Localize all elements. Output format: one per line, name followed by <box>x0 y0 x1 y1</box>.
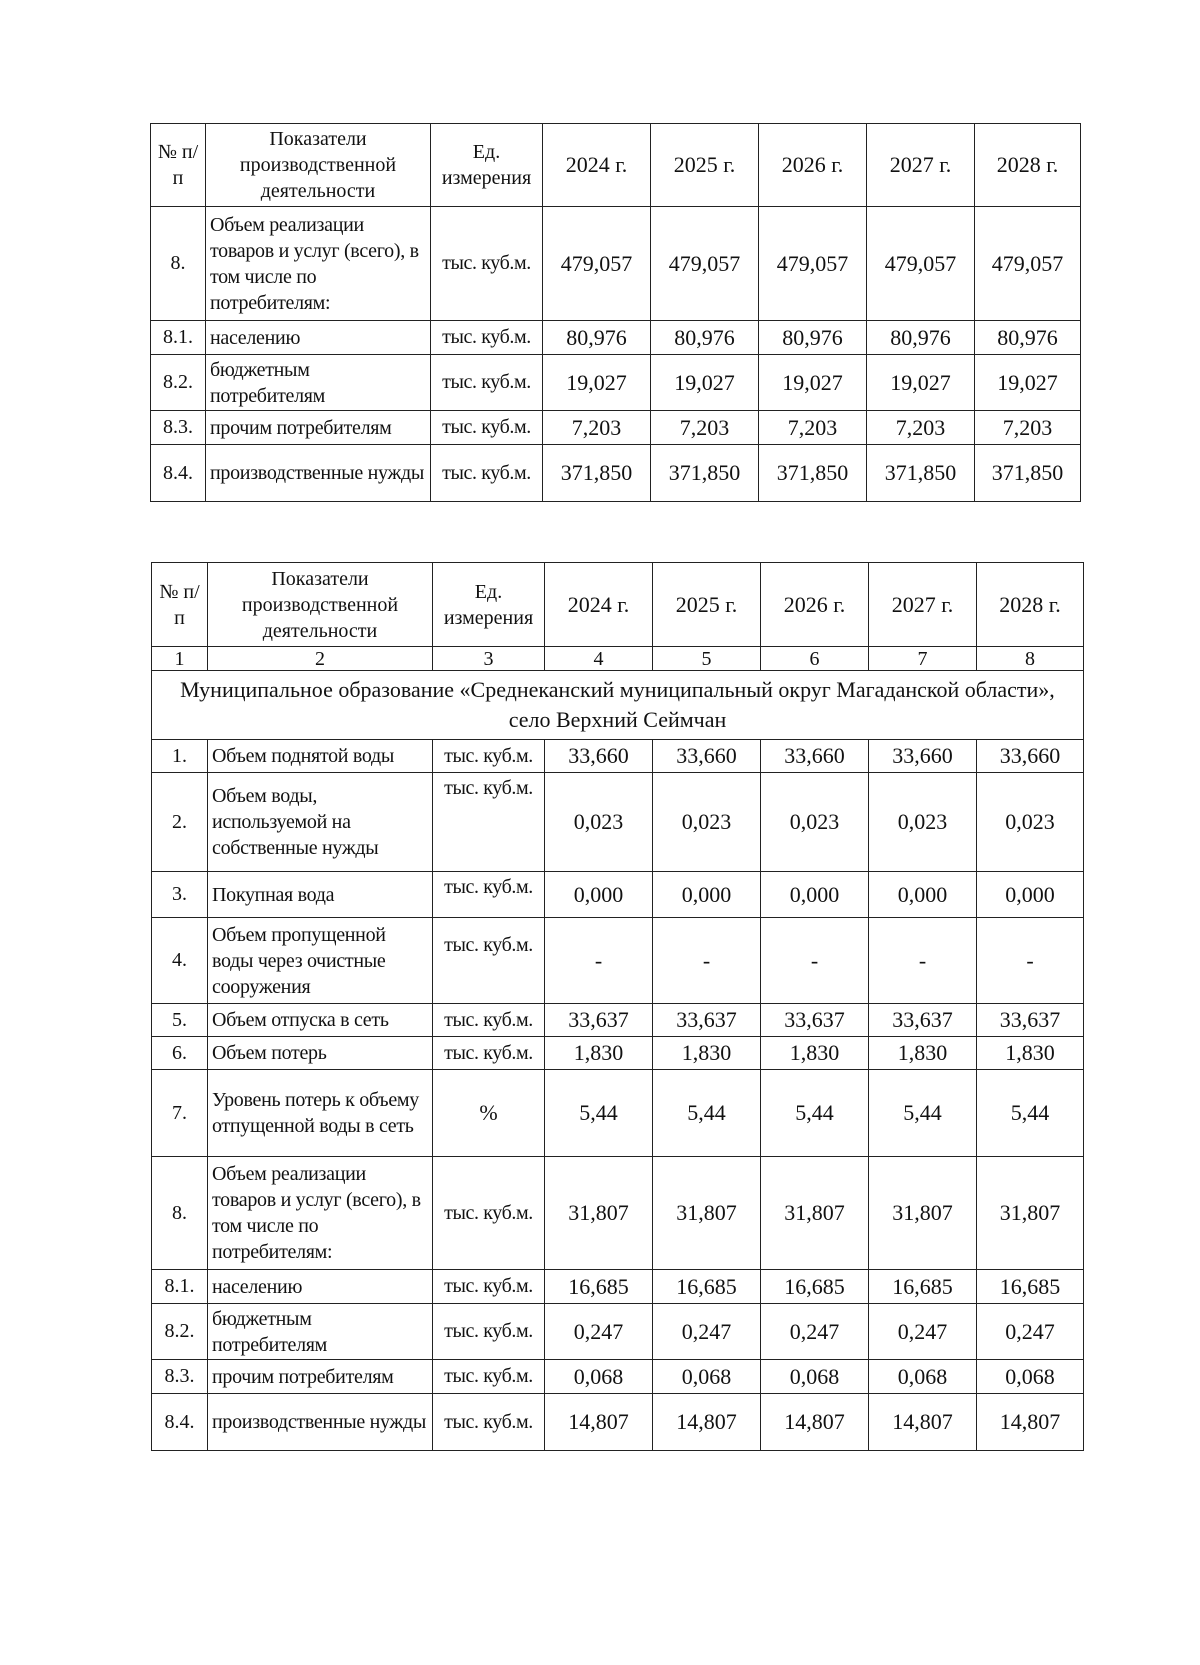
row-unit: тыс. куб.м. <box>433 1037 545 1070</box>
section-row <box>152 671 1084 740</box>
row-value: 7,203 <box>867 411 975 445</box>
header-indicator: Показатели производственной деятельности <box>208 563 433 647</box>
row-value: 19,027 <box>543 355 651 411</box>
row-value: 5,44 <box>761 1070 869 1157</box>
row-label: Объем реализации товаров и услуг (всего), в том числе по потребителям: <box>208 1157 433 1270</box>
row-label: Объем отпуска в сеть <box>208 1004 433 1037</box>
row-value: 371,850 <box>543 445 651 502</box>
row-label: Объем пропущенной воды через очистные сооружения <box>208 918 433 1004</box>
row-value: 33,660 <box>761 740 869 773</box>
row-number: 4. <box>152 918 208 1004</box>
row-unit: тыс. куб.м. <box>431 445 543 502</box>
row-value: 479,057 <box>759 207 867 321</box>
row-unit: тыс. куб.м. <box>433 1360 545 1394</box>
row-unit: тыс. куб.м. <box>431 355 543 411</box>
table-row <box>152 1157 1084 1270</box>
row-value: 0,023 <box>545 773 653 872</box>
row-value: 31,807 <box>653 1157 761 1270</box>
row-value: 33,637 <box>545 1004 653 1037</box>
table-row <box>152 1270 1084 1304</box>
row-value: 31,807 <box>869 1157 977 1270</box>
row-label: Объем потерь <box>208 1037 433 1070</box>
row-value: 479,057 <box>651 207 759 321</box>
header-year: 2024 г. <box>545 563 653 647</box>
row-value: 14,807 <box>545 1394 653 1451</box>
row-unit: тыс. куб.м. <box>433 872 545 918</box>
row-number: 2. <box>152 773 208 872</box>
row-value: 80,976 <box>975 321 1081 355</box>
row-value: 0,023 <box>869 773 977 872</box>
row-value: 5,44 <box>977 1070 1084 1157</box>
row-value: 33,637 <box>977 1004 1084 1037</box>
header-no: № п/п <box>151 124 206 207</box>
row-value: 19,027 <box>759 355 867 411</box>
row-label: бюджетным потребителям <box>208 1304 433 1360</box>
table-row <box>151 355 1081 411</box>
row-value: 0,068 <box>761 1360 869 1394</box>
row-value: 0,068 <box>545 1360 653 1394</box>
row-value: - <box>869 918 977 1004</box>
row-value: 1,830 <box>869 1037 977 1070</box>
row-value: - <box>545 918 653 1004</box>
row-value: 0,000 <box>977 872 1084 918</box>
row-value: - <box>977 918 1084 1004</box>
row-value: 0,000 <box>545 872 653 918</box>
row-number: 1. <box>152 740 208 773</box>
table-row <box>151 207 1081 321</box>
row-value: 31,807 <box>761 1157 869 1270</box>
row-value: 19,027 <box>867 355 975 411</box>
row-value: 1,830 <box>653 1037 761 1070</box>
row-value: 0,068 <box>977 1360 1084 1394</box>
row-value: 31,807 <box>977 1157 1084 1270</box>
row-label: прочим потребителям <box>206 411 431 445</box>
row-number: 8.4. <box>151 445 206 502</box>
table-row <box>151 321 1081 355</box>
row-number: 8.4. <box>152 1394 208 1451</box>
row-value: 0,023 <box>977 773 1084 872</box>
row-value: 80,976 <box>759 321 867 355</box>
row-value: 0,023 <box>653 773 761 872</box>
row-value: 371,850 <box>975 445 1081 502</box>
row-label: населению <box>208 1270 433 1304</box>
column-number: 7 <box>869 647 977 671</box>
table-2 <box>151 562 1084 1451</box>
column-number: 5 <box>653 647 761 671</box>
row-value: 33,637 <box>653 1004 761 1037</box>
row-number: 6. <box>152 1037 208 1070</box>
row-value: 0,247 <box>761 1304 869 1360</box>
row-number: 3. <box>152 872 208 918</box>
row-value: 31,807 <box>545 1157 653 1270</box>
row-value: 0,068 <box>653 1360 761 1394</box>
header-year: 2028 г. <box>975 124 1081 207</box>
table-row <box>152 1360 1084 1394</box>
table-2-header-row <box>152 563 1084 647</box>
row-value: 33,660 <box>653 740 761 773</box>
header-year: 2026 г. <box>759 124 867 207</box>
header-unit: Ед. измерения <box>433 563 545 647</box>
row-value: 19,027 <box>651 355 759 411</box>
row-value: 80,976 <box>867 321 975 355</box>
row-value: 0,247 <box>869 1304 977 1360</box>
row-value: 479,057 <box>543 207 651 321</box>
row-value: 1,830 <box>545 1037 653 1070</box>
row-value: 371,850 <box>759 445 867 502</box>
row-value: 14,807 <box>977 1394 1084 1451</box>
row-value: 0,023 <box>761 773 869 872</box>
header-year: 2028 г. <box>977 563 1084 647</box>
row-unit: тыс. куб.м. <box>433 1004 545 1037</box>
row-label: Объем поднятой воды <box>208 740 433 773</box>
table-1 <box>150 123 1081 502</box>
row-value: 7,203 <box>759 411 867 445</box>
header-year: 2027 г. <box>869 563 977 647</box>
row-value: 0,247 <box>545 1304 653 1360</box>
row-number: 8.3. <box>152 1360 208 1394</box>
row-value: 5,44 <box>653 1070 761 1157</box>
table-row <box>152 773 1084 872</box>
section-title: Муниципальное образование «Среднеканский муниципальный округ Магаданской области», село Верхний Сеймчан <box>152 671 1084 740</box>
row-number: 8.1. <box>152 1270 208 1304</box>
row-value: 7,203 <box>543 411 651 445</box>
row-value: 0,000 <box>869 872 977 918</box>
header-year: 2025 г. <box>653 563 761 647</box>
row-value: 14,807 <box>653 1394 761 1451</box>
row-value: 80,976 <box>651 321 759 355</box>
header-unit: Ед. измерения <box>431 124 543 207</box>
table-1-header-row <box>151 124 1081 207</box>
row-label: прочим потребителям <box>208 1360 433 1394</box>
row-unit: тыс. куб.м. <box>433 773 545 872</box>
row-value: 0,068 <box>869 1360 977 1394</box>
table-row <box>151 445 1081 502</box>
header-year: 2027 г. <box>867 124 975 207</box>
row-label: населению <box>206 321 431 355</box>
row-value: 0,247 <box>653 1304 761 1360</box>
table-row <box>152 872 1084 918</box>
row-unit: тыс. куб.м. <box>433 1394 545 1451</box>
row-value: 16,685 <box>653 1270 761 1304</box>
row-number: 8. <box>151 207 206 321</box>
column-number-row <box>152 647 1084 671</box>
row-unit: тыс. куб.м. <box>433 1304 545 1360</box>
row-value: 16,685 <box>545 1270 653 1304</box>
row-value: 33,660 <box>977 740 1084 773</box>
row-unit: тыс. куб.м. <box>433 1157 545 1270</box>
row-value: 33,637 <box>869 1004 977 1037</box>
row-value: 14,807 <box>869 1394 977 1451</box>
table-row <box>152 1394 1084 1451</box>
row-value: 80,976 <box>543 321 651 355</box>
row-value: 33,660 <box>545 740 653 773</box>
row-unit: тыс. куб.м. <box>433 918 545 1004</box>
row-value: 1,830 <box>761 1037 869 1070</box>
row-value: 16,685 <box>977 1270 1084 1304</box>
row-value: 479,057 <box>975 207 1081 321</box>
row-label: производственные нужды <box>206 445 431 502</box>
row-label: Объем воды, используемой на собственные нужды <box>208 773 433 872</box>
row-value: - <box>761 918 869 1004</box>
row-value: 0,000 <box>761 872 869 918</box>
row-label: Объем реализации товаров и услуг (всего), в том числе по потребителям: <box>206 207 431 321</box>
row-value: 479,057 <box>867 207 975 321</box>
row-value: 7,203 <box>651 411 759 445</box>
row-number: 7. <box>152 1070 208 1157</box>
row-unit: тыс. куб.м. <box>433 1270 545 1304</box>
table-row <box>152 1070 1084 1157</box>
table-row <box>152 1037 1084 1070</box>
header-year: 2024 г. <box>543 124 651 207</box>
header-indicator: Показатели производственной деятельности <box>206 124 431 207</box>
row-label: бюджетным потребителям <box>206 355 431 411</box>
column-number: 2 <box>208 647 433 671</box>
table-row <box>151 411 1081 445</box>
column-number: 8 <box>977 647 1084 671</box>
table-row <box>152 1004 1084 1037</box>
row-value: 33,660 <box>869 740 977 773</box>
column-number: 6 <box>761 647 869 671</box>
row-number: 8.2. <box>151 355 206 411</box>
row-value: 19,027 <box>975 355 1081 411</box>
table-row <box>152 918 1084 1004</box>
row-number: 8.1. <box>151 321 206 355</box>
header-year: 2025 г. <box>651 124 759 207</box>
row-number: 8. <box>152 1157 208 1270</box>
row-unit: тыс. куб.м. <box>431 321 543 355</box>
row-unit: % <box>433 1070 545 1157</box>
row-value: 1,830 <box>977 1037 1084 1070</box>
row-value: 371,850 <box>651 445 759 502</box>
row-number: 8.3. <box>151 411 206 445</box>
row-label: Покупная вода <box>208 872 433 918</box>
header-year: 2026 г. <box>761 563 869 647</box>
row-value: - <box>653 918 761 1004</box>
row-value: 16,685 <box>761 1270 869 1304</box>
row-number: 8.2. <box>152 1304 208 1360</box>
row-value: 14,807 <box>761 1394 869 1451</box>
table-row <box>152 740 1084 773</box>
row-unit: тыс. куб.м. <box>433 740 545 773</box>
table-row <box>152 1304 1084 1360</box>
header-no: № п/п <box>152 563 208 647</box>
row-value: 0,247 <box>977 1304 1084 1360</box>
row-number: 5. <box>152 1004 208 1037</box>
row-value: 33,637 <box>761 1004 869 1037</box>
column-number: 3 <box>433 647 545 671</box>
row-label: производственные нужды <box>208 1394 433 1451</box>
row-value: 5,44 <box>869 1070 977 1157</box>
row-unit: тыс. куб.м. <box>431 207 543 321</box>
row-value: 16,685 <box>869 1270 977 1304</box>
row-value: 7,203 <box>975 411 1081 445</box>
row-value: 5,44 <box>545 1070 653 1157</box>
column-number: 4 <box>545 647 653 671</box>
row-unit: тыс. куб.м. <box>431 411 543 445</box>
column-number: 1 <box>152 647 208 671</box>
row-value: 371,850 <box>867 445 975 502</box>
row-label: Уровень потерь к объему отпущенной воды в сеть <box>208 1070 433 1157</box>
row-value: 0,000 <box>653 872 761 918</box>
